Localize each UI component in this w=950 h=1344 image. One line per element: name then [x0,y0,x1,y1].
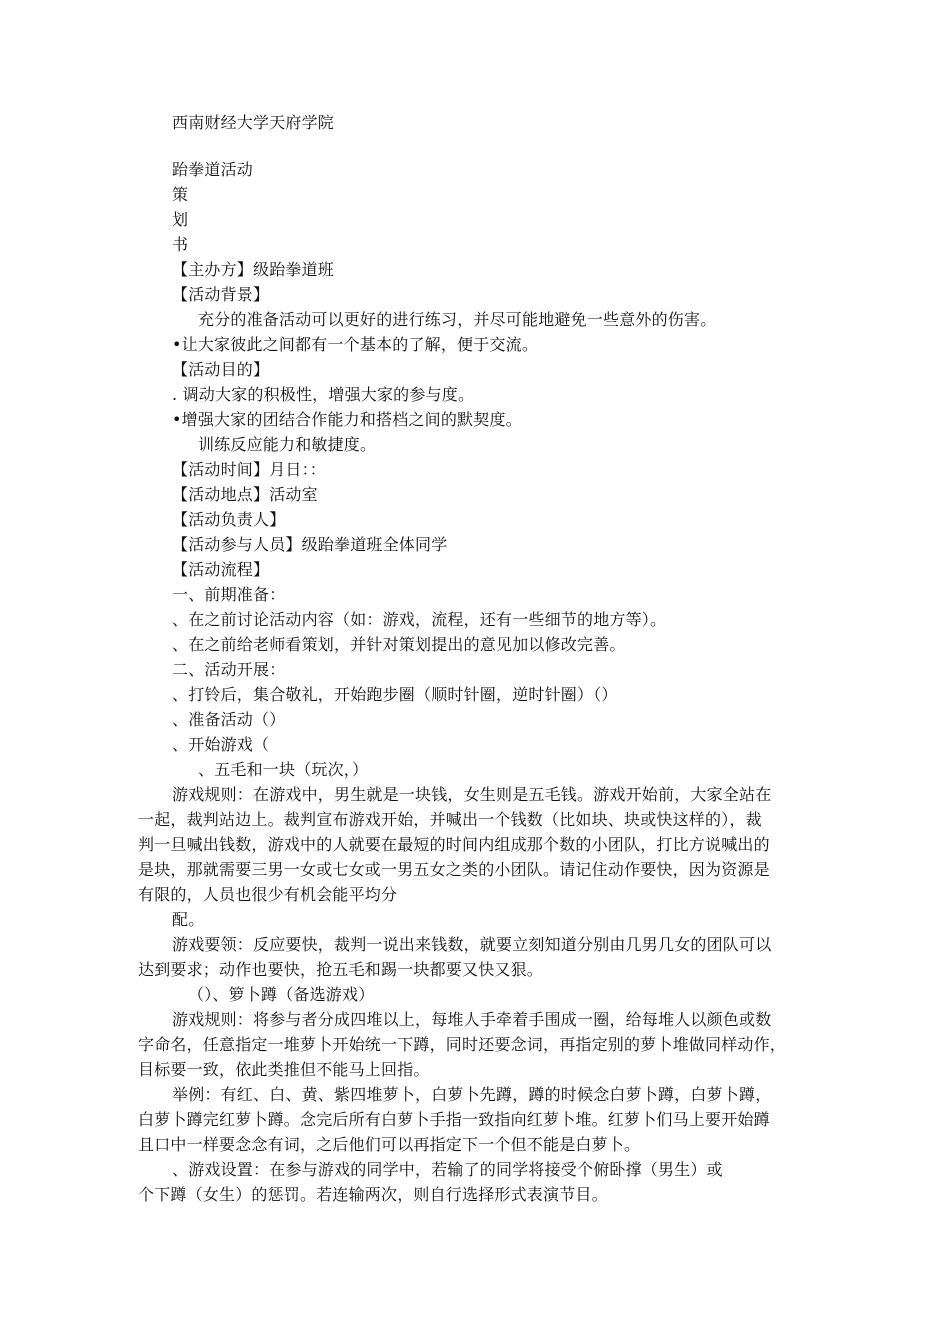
background-heading: 【活动背景】 [172,285,270,304]
game-2-example-line-2: 白萝卜蹲完红萝卜蹲。念完后所有白萝卜手指一致指向红萝卜堆。红萝卜们马上要开始蹲 [138,1110,770,1129]
game-1-tips-line-2: 达到要求；动作也要快，抢五毛和踢一块都要又快又狠。 [138,960,544,979]
flow-heading: 【活动流程】 [172,560,270,579]
exec-item-3: 、开始游戏（ [172,735,270,754]
game-1-rules-line-2: 一起，裁判站边上。裁判宣布游戏开始，并喊出一个钱数（比如块、块或快这样的），裁 [138,810,762,829]
school-name: 西南财经大学天府学院 [172,113,335,132]
prep-heading: 一、前期准备： [172,585,286,604]
game-setting-line-1: 、游戏设置：在参与游戏的同学中，若输了的同学将接受个俯卧撑（男生）或 [172,1160,723,1179]
background-paragraph-2: •让大家彼此之间都有一个基本的了解，便于交流。 [172,335,539,354]
time-line: 【活动时间】月日：： [172,460,327,479]
purpose-item-3: 训练反应能力和敏捷度。 [198,435,377,454]
prep-item-1: 、在之前讨论活动内容（如：游戏，流程，还有一些细节的地方等）。 [172,610,667,629]
doc-title-line-2: 策 [172,185,189,204]
exec-item-1: 、打铃后，集合敬礼，开始跑步圈（顺时针圈，逆时针圈）（） [172,685,618,704]
game-1-rules-line-5: 有限的，人员也很少有机会能平均分 [138,885,398,904]
game-1-rules-line-4: 是块，那就需要三男一女或七女或一男五女之类的小团队。请记住动作要快，因为资源是 [138,860,770,879]
game-1-rules-line-1: 游戏规则：在游戏中，男生就是一块钱，女生则是五毛钱。游戏开始前，大家全站在 [172,785,772,804]
background-paragraph-1: 充分的准备活动可以更好的进行练习，并尽可能地避免一些意外的伤害。 [198,310,717,329]
location-line: 【活动地点】活动室 [172,485,318,504]
game-setting-line-2: 个下蹲（女生）的惩罚。若连输两次，则自行选择形式表演节目。 [138,1185,608,1204]
game-2-rules-line-2: 字命名，任意指定一堆萝卜开始统一下蹲，同时还要念词，再指定别的萝卜堆做同样动作， [138,1035,787,1054]
purpose-heading: 【活动目的】 [172,360,270,379]
game-2-example-line-3: 且口中一样要念念有词，之后他们可以再指定下一个但不能是白萝卜。 [138,1135,641,1154]
purpose-item-1: . 调动大家的积极性，增强大家的参与度。 [172,385,475,404]
organizer-line: 【主办方】级跆拳道班 [172,260,335,279]
doc-title-line-4: 书 [172,235,189,254]
game-1-title: 、五毛和一块（玩次，） [198,760,369,779]
game-2-title: （）、箩卜蹲（备选游戏） [188,985,375,1004]
game-1-tips-line-1: 游戏要领：反应要快，裁判一说出来钱数，就要立刻知道分别由几男几女的团队可以 [172,935,772,954]
participants-line: 【活动参与人员】级跆拳道班全体同学 [172,535,448,554]
prep-item-2: 、在之前给老师看策划，并针对策划提出的意见加以修改完善。 [172,635,626,654]
game-2-rules-line-3: 目标要一致，依此类推但不能马上回指。 [138,1060,430,1079]
game-2-example-line-1: 举例：有红、白、黄、紫四堆萝卜，白萝卜先蹲，蹲的时候念白萝卜蹲，白萝卜蹲， [172,1085,772,1104]
game-2-rules-line-1: 游戏规则：将参与者分成四堆以上，每堆人手牵着手围成一圈，给每堆人以颜色或数 [172,1010,772,1029]
exec-item-2: 、准备活动（） [172,710,286,729]
exec-heading: 二、活动开展： [172,660,286,679]
purpose-item-2: •增强大家的团结合作能力和搭档之间的默契度。 [172,410,522,429]
doc-title-line-1: 跆拳道活动 [172,160,254,179]
game-1-rules-line-6: 配。 [172,910,205,929]
game-1-rules-line-3: 判一旦喊出钱数，游戏中的人就要在最短的时间内组成那个数的小团队，打比方说喊出的 [138,835,770,854]
doc-title-line-3: 划 [172,210,189,229]
leader-line: 【活动负责人】 [172,510,286,529]
